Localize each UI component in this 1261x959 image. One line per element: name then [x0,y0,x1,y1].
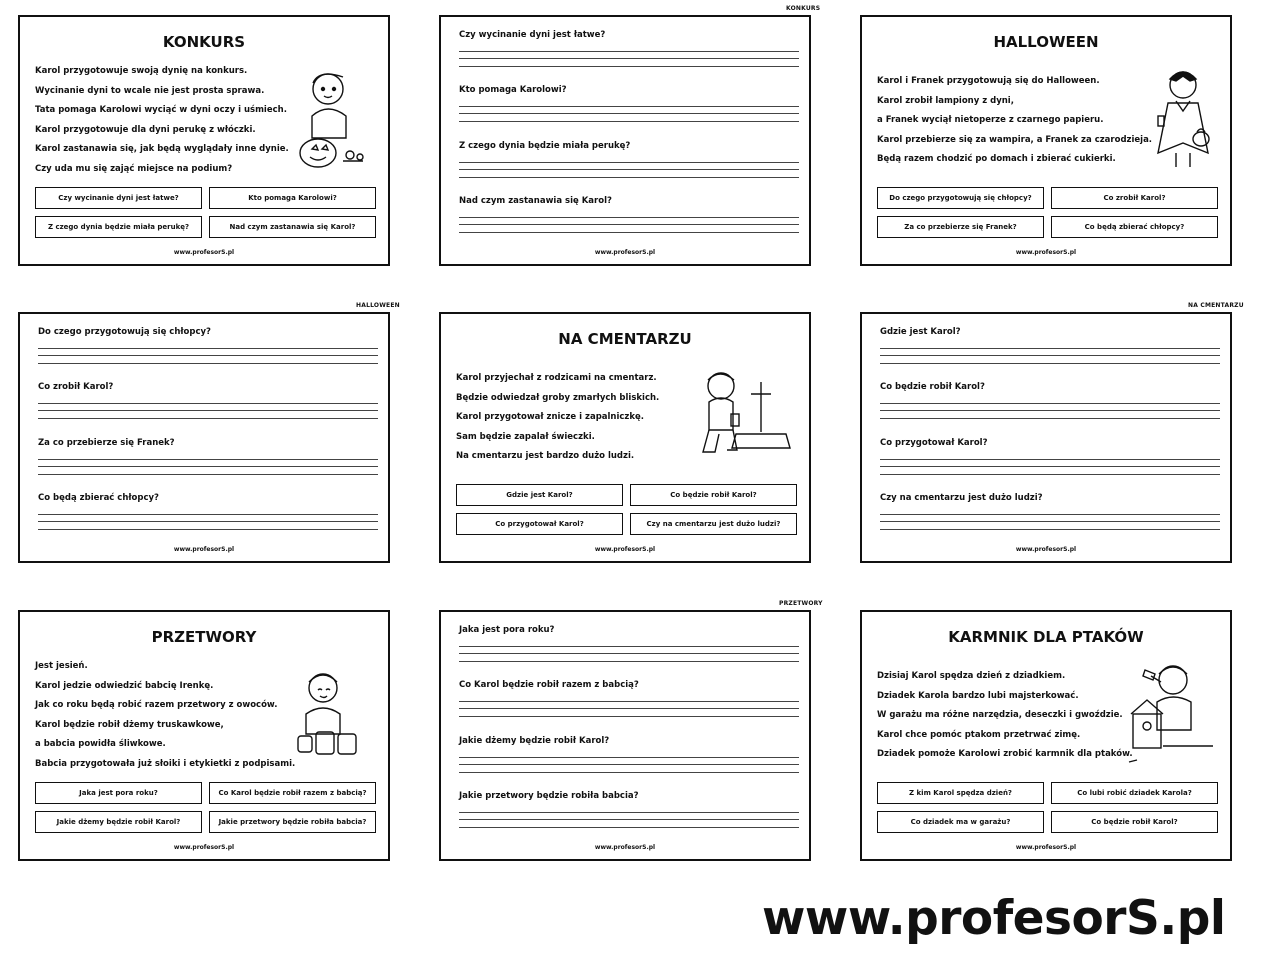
question-text: Czy na cmentarzu jest dużo ludzi? [880,493,1043,503]
question-box: Kto pomaga Karolowi? [209,187,376,209]
story-line: Sam będzie zapalał świeczki. [456,431,595,442]
story-line: a Franek wyciął nietoperze z czarnego papieru. [877,115,1104,125]
card-title: KARMNIK DLA PTAKÓW [948,628,1144,646]
question-text: Nad czym zastanawia się Karol? [459,196,612,206]
question-block [38,382,378,419]
story-line: Jak co roku będą robić razem przetwory z owoców. [35,700,278,710]
question-block [38,493,378,530]
story-line: Karol przygotował znicze i zapalniczkę. [456,412,645,422]
question-box: Gdzie jest Karol? [456,484,623,506]
card-footer: www.profesorS.pl [1015,546,1077,553]
question-block [459,791,799,828]
story-text [877,670,1133,768]
question-block [459,85,799,122]
question-box: Co będzie robił Karol? [630,484,797,506]
story-line: Dziadek Karola bardzo lubi majsterkować. [877,690,1079,701]
card-tag: KONKURS [786,5,821,12]
question-box: Jakie dżemy będzie robił Karol? [35,811,202,833]
question-box: Z kim Karol spędza dzień? [877,782,1044,804]
question-card-cmentarz [860,312,1232,563]
boy-vampire-illustration [1148,61,1218,171]
question-text: Co będą zbierać chłopcy? [38,493,159,503]
question-box: Jaka jest pora roku? [35,782,202,804]
story-card-cmentarz [439,312,811,563]
question-block [459,196,799,233]
question-card-przetwory [439,610,811,861]
question-box: Co dziadek ma w garażu? [877,811,1044,833]
question-text: Co zrobił Karol? [38,382,114,392]
story-line: W garażu ma różne narzędzia, deseczki i gwoździe. [877,710,1123,720]
story-line: Czy uda mu się zająć miejsce na podium? [35,163,233,174]
question-card-konkurs [439,15,811,266]
question-box: Co Karol będzie robił razem z babcią? [209,782,376,804]
card-footer: www.profesorS.pl [1015,249,1077,256]
card-title: PRZETWORY [151,628,257,646]
question-card-halloween [18,312,390,563]
card-title: HALLOWEEN [993,33,1099,51]
card-footer: www.profesorS.pl [594,546,656,553]
card-footer: www.profesorS.pl [594,249,656,256]
story-line: Jest jesień. [35,661,88,671]
question-text: Czy wycinanie dyni jest łatwe? [459,30,606,40]
story-line: Karol przygotowuje dla dyni perukę z włóczki. [35,124,256,135]
card-footer: www.profesorS.pl [1015,844,1077,851]
question-box: Z czego dynia będzie miała perukę? [35,216,202,238]
question-block [880,438,1220,475]
story-card-karmnik [860,610,1232,861]
card-title: NA CMENTARZU [558,330,692,348]
question-block [38,438,378,475]
question-box: Czy na cmentarzu jest dużo ludzi? [630,513,797,535]
brand-url: www.profesorS.pl [762,891,1226,946]
question-text: Jakie dżemy będzie robił Karol? [459,736,610,746]
question-block [459,141,799,178]
question-text: Z czego dynia będzie miała perukę? [459,141,631,151]
question-box: Czy wycinanie dyni jest łatwe? [35,187,202,209]
story-text [35,65,289,182]
card-tag: NA CMENTARZU [1188,302,1244,309]
card-footer: www.profesorS.pl [594,844,656,851]
question-block [459,625,799,662]
story-card-przetwory [18,610,390,861]
story-line: Dzisiaj Karol spędza dzień z dziadkiem. [877,671,1066,681]
question-text: Jakie przetwory będzie robiła babcia? [459,791,639,801]
question-text: Za co przebierze się Franek? [38,438,175,448]
story-line: a babcia powidła śliwkowe. [35,739,166,749]
question-text: Kto pomaga Karolowi? [459,85,567,95]
question-text: Jaka jest pora roku? [459,625,555,635]
question-block [880,327,1220,364]
question-text: Gdzie jest Karol? [880,327,961,337]
story-line: Dziadek pomoże Karolowi zrobić karmnik dla ptaków. [877,749,1133,759]
question-box: Co lubi robić dziadek Karola? [1051,782,1218,804]
question-block [880,382,1220,419]
story-line: Będzie odwiedzał groby zmarłych bliskich. [456,392,660,403]
boy-birdhouse-illustration [1123,656,1218,768]
story-line: Karol i Franek przygotowują się do Halloween. [877,76,1100,86]
card-title: KONKURS [162,33,246,51]
story-line: Karol przyjechał z rodzicami na cmentarz. [456,373,657,383]
question-text: Do czego przygotowują się chłopcy? [38,327,211,337]
question-box: Co przygotował Karol? [456,513,623,535]
story-text [877,75,1152,173]
story-line: Karol zrobił lampiony z dyni, [877,95,1014,106]
question-text: Co będzie robił Karol? [880,382,985,392]
story-card-konkurs [18,15,390,266]
story-text [35,660,295,777]
story-card-halloween [860,15,1232,266]
story-line: Karol przebierze się za wampira, a Franek za czarodzieja. [877,134,1153,145]
question-box: Jakie przetwory będzie robiła babcia? [209,811,376,833]
boy-jars-illustration [288,662,370,772]
question-box: Co będą zbierać chłopcy? [1051,216,1218,238]
story-line: Na cmentarzu jest bardzo dużo ludzi. [456,451,635,461]
question-box: Nad czym zastanawia się Karol? [209,216,376,238]
question-box: Co będzie robił Karol? [1051,811,1218,833]
question-block [459,736,799,773]
card-footer: www.profesorS.pl [173,249,235,256]
story-line: Tata pomaga Karolowi wyciąć w dyni oczy i uśmiech. [35,105,287,115]
boy-pumpkin-illustration [288,61,370,171]
card-footer: www.profesorS.pl [173,546,235,553]
card-tag: HALLOWEEN [356,302,400,309]
question-block [38,327,378,364]
boy-grave-illustration [691,362,791,467]
question-text: Co przygotował Karol? [880,438,988,448]
question-block [459,30,799,67]
story-line: Karol będzie robił dżemy truskawkowe, [35,719,224,730]
story-line: Karol jedzie odwiedzić babcię Irenkę. [35,680,214,691]
story-line: Karol zastanawia się, jak będą wyglądały inne dynie. [35,144,289,154]
story-line: Karol chce pomóc ptakom przetrwać zimę. [877,729,1081,740]
story-line: Wycinanie dyni to wcale nie jest prosta sprawa. [35,85,265,96]
story-line: Będą razem chodzić po domach i zbierać cukierki. [877,154,1116,164]
question-block [880,493,1220,530]
question-box: Za co przebierze się Franek? [877,216,1044,238]
question-box: Do czego przygotowują się chłopcy? [877,187,1044,209]
question-box: Co zrobił Karol? [1051,187,1218,209]
card-tag: PRZETWORY [779,600,823,607]
card-footer: www.profesorS.pl [173,844,235,851]
story-line: Karol przygotowuje swoją dynię na konkurs. [35,66,248,76]
question-block [459,680,799,717]
story-line: Babcia przygotowała już słoiki i etykietki z podpisami. [35,758,296,769]
story-text [456,372,659,470]
question-text: Co Karol będzie robił razem z babcią? [459,680,639,690]
